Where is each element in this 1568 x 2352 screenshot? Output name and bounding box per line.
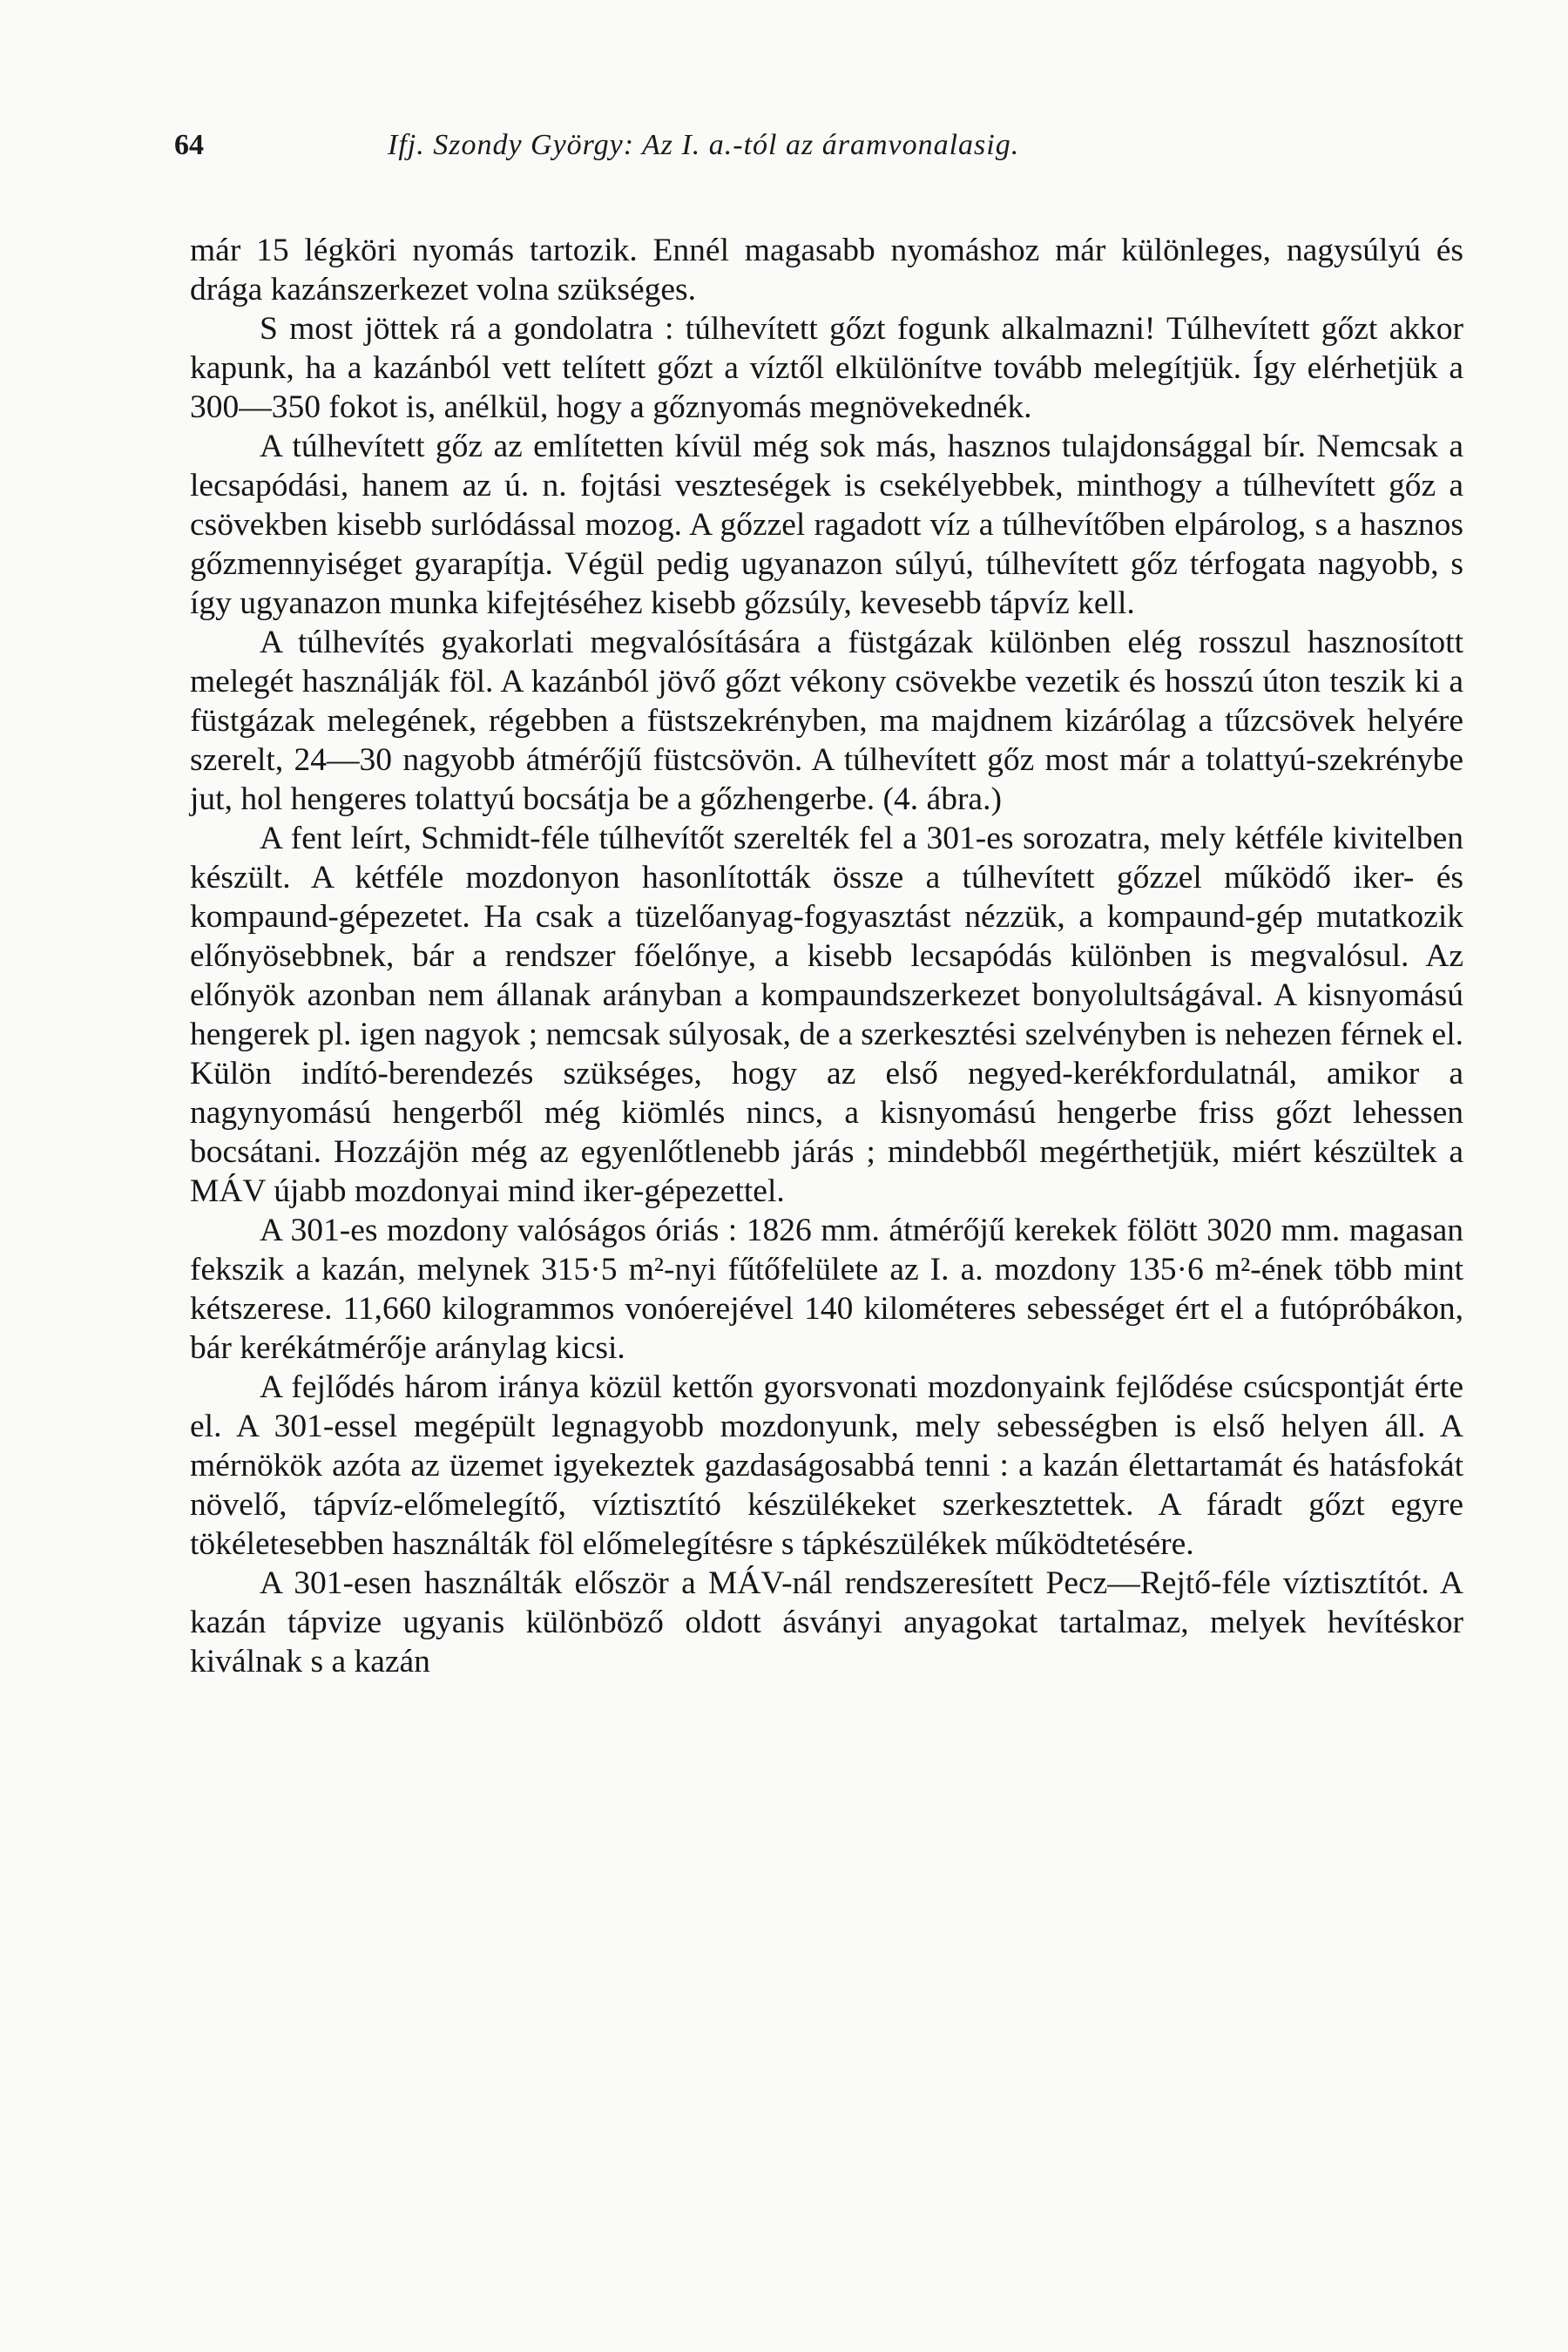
paragraph: A 301-es mozdony valóságos óriás : 1826 mm. átmérőjű kerekek fölött 3020 mm. magasan fekszik a kazán, melynek 315·5 m²-nyi fűtőfelülete az I. a. mozdony 135·6 m²-ének több mint kétszerese. 11,660 kilogrammos vonóerejével 140 kilométeres sebességet ért el a futópróbákon, bár kerékátmérője aránylag kicsi. xyxy=(190,1213,1463,1366)
paragraph: A 301-esen használták először a MÁV-nál rendszeresített Pecz—Rejtő-féle víztisztítót. A kazán tápvize ugyanis különböző oldott ásványi anyagokat tartalmaz, melyek hevítéskor kiválnak s a kazán xyxy=(190,1565,1463,1680)
page-number: 64 xyxy=(174,129,204,161)
paragraph: A túlhevített gőz az említetten kívül még sok más, hasznos tulajdonsággal bír. Nemcsak a lecsapódási, hanem az ú. n. fojtási veszteségek is csekélyebbek, minthogy a túlhevített gőz a csövekben kisebb surlódással mozog. A gőzzel ragadott víz a túlhevítőben elpárolog, s a hasznos gőzmennyiséget gyarapítja. Végül pedig ugyanazon súlyú, túlhevített gőz térfogata nagyobb, s így ugyanazon munka kifejtéséhez kisebb gőzsúly, kevesebb tápvíz kell. xyxy=(190,429,1463,621)
paragraph: A fent leírt, Schmidt-féle túlhevítőt szerelték fel a 301-es sorozatra, mely kétféle kivitelben készült. A kétféle mozdonyon hasonlították össze a túlhevített gőzzel működő iker- és kompaund-gépezetet. Ha csak a tüzelőanyag-fogyasztást nézzük, a kompaund-gép mutatkozik előnyösebbnek, bár a rendszer főelőnye, a kisebb lecsapódás különben is megvalósul. Az előnyök azonban nem állanak arányban a kompaundszerkezet bonyolultságával. A kisnyomású hengerek pl. igen nagyok ; nemcsak súlyosak, de a szerkesztési szelvényben is nehezen férnek el. Külön indító-berendezés szükséges, hogy az első negyed-kerékfordulatnál, amikor a nagynyomású hengerből még kiömlés nincs, a kisnyomású hengerbe friss gőzt lehessen bocsátani. Hozzájön még az egyenlőtlenebb járás ; mindebből megérthetjük, miért készültek a MÁV újabb mozdonyai mind iker-gépezettel. xyxy=(190,821,1463,1209)
paragraph: A túlhevítés gyakorlati megvalósítására a füstgázak különben elég rosszul hasznosított melegét használják föl. A kazánból jövő gőzt vékony csövekbe vezetik és hosszú úton teszik ki a füstgázak melegének, régebben a füstszekrényben, ma majdnem kizárólag a tűzcsövek helyére szerelt, 24—30 nagyobb átmérőjű füstcsövön. A túlhevített gőz most már a tolattyú-szekrénybe jut, hol hengeres tolattyú bocsátja be a gőzhengerbe. (4. ábra.) xyxy=(190,625,1463,817)
paragraph: S most jöttek rá a gondolatra : túlhevített gőzt fogunk alkalmazni! Túlhevített gőzt akkor kapunk, ha a kazánból vett telített gőzt a víztől elkülönítve tovább melegítjük. Így elérhetjük a 300—350 fokot is, anélkül, hogy a gőznyomás megnövekednék. xyxy=(190,311,1463,425)
body-text xyxy=(190,231,1463,1681)
running-title: Ifj. Szondy György: Az I. a.-tól az áramvonalasig. xyxy=(388,129,1020,161)
page-header xyxy=(174,129,1463,172)
paragraph: már 15 légköri nyomás tartozik. Ennél magasabb nyomáshoz már különleges, nagysúlyú és drága kazánszerkezet volna szükséges. xyxy=(190,233,1463,308)
paragraph: A fejlődés három iránya közül kettőn gyorsvonati mozdonyaink fejlődése csúcspontját érte el. A 301-essel megépült legnagyobb mozdonyunk, mely sebességben is első helyen áll. A mérnökök azóta az üzemet igyekeztek gazdaságosabbá tenni : a kazán élettartamát és hatásfokát növelő, tápvíz-előmelegítő, víztisztító készülékeket szerkesztettek. A fáradt gőzt egyre tökéletesebben használták föl előmelegítésre s tápkészülékek működtetésére. xyxy=(190,1369,1463,1562)
